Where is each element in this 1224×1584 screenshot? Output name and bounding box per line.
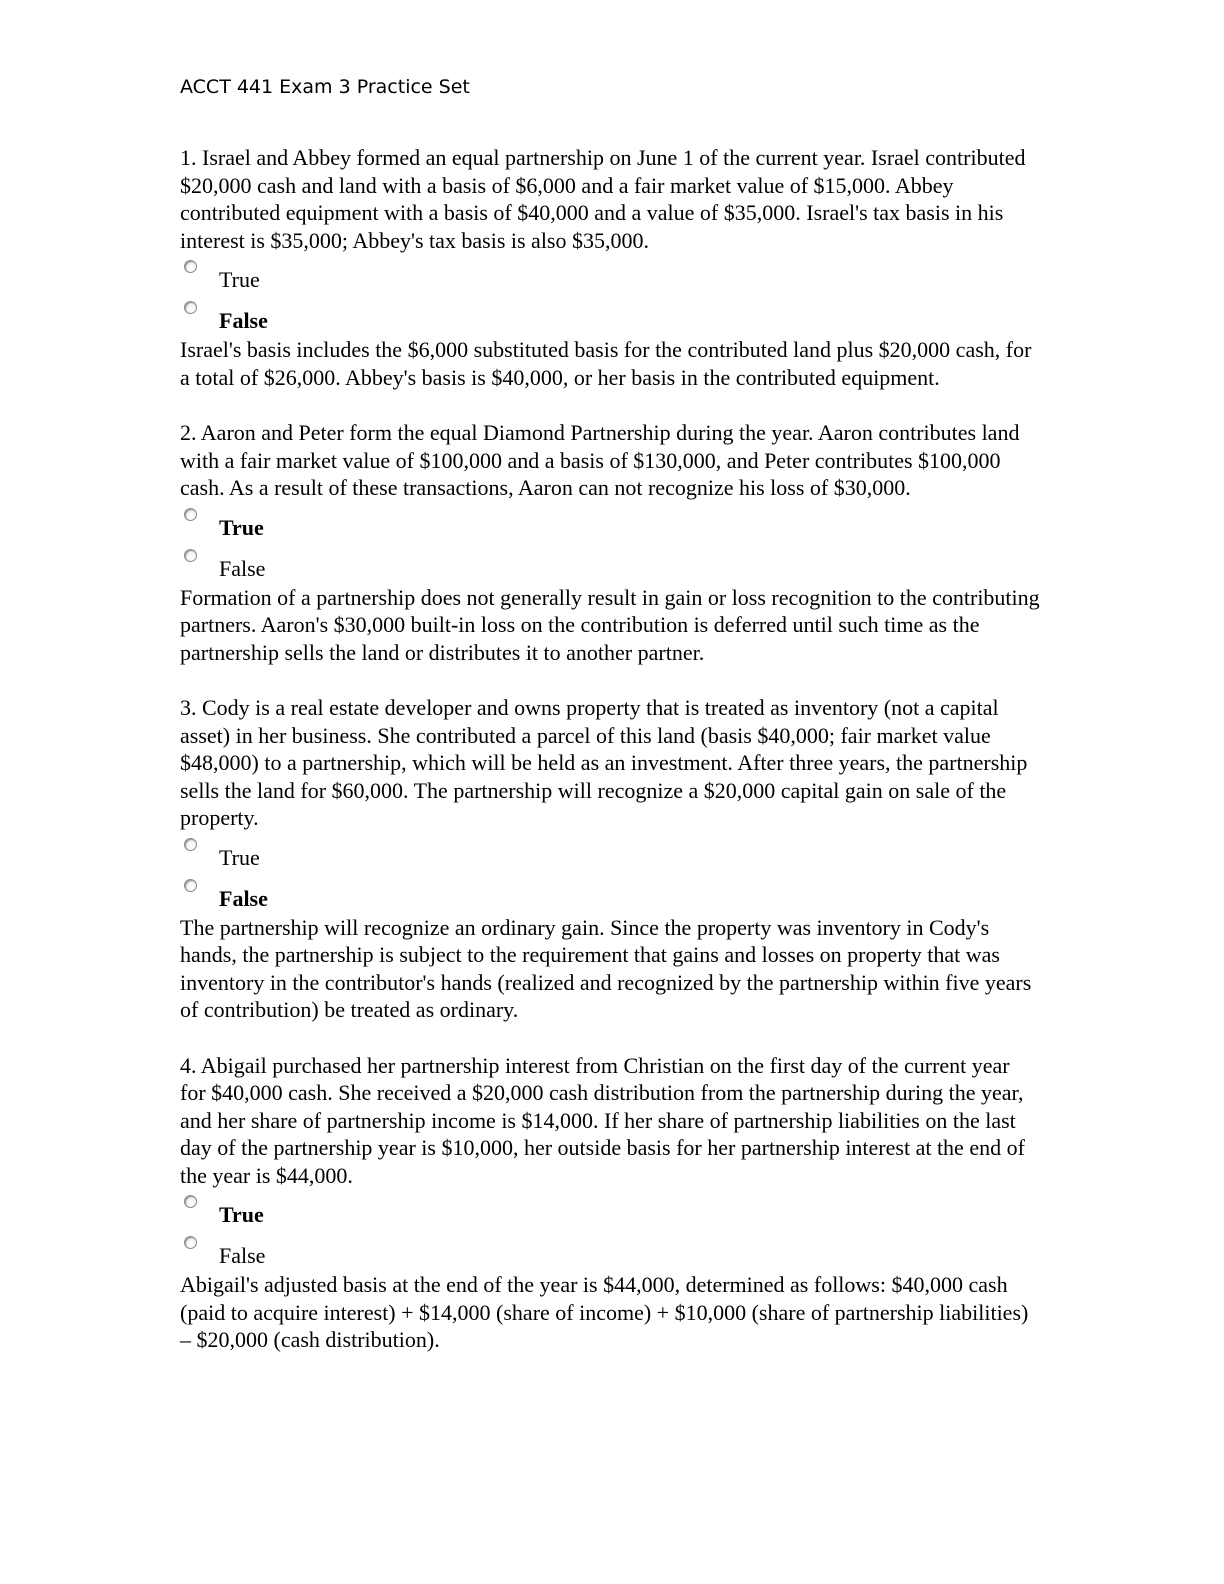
option-true[interactable] <box>180 1195 1040 1236</box>
answer-explanation: The partnership will recognize an ordinary gain. Since the property was inventory in Cody's hands, the partnership is subject to the requirement that gains and losses on property that was inventory in the contributor's hands (realized and recognized by the partnership within five years of contribution) be treated as ordinary. <box>180 914 1032 1022</box>
question-4 <box>180 1052 1040 1354</box>
answer-explanation: Abigail's adjusted basis at the end of the year is $44,000, determined as follows: $40,000 cash (paid to acquire interest) + $14,000 (share of income) + $10,000 (share of partnership liabilities) – $20,000 (cash distribution). <box>180 1272 1029 1352</box>
option-true[interactable] <box>180 838 1040 879</box>
question-text: 2. Aaron and Peter form the equal Diamond Partnership during the year. Aaron contributes land with a fair market value of $100,000 and a basis of $130,000, and Peter contributes $100,000 cash. As a result of these transactions, Aaron can not recognize his loss of $30,000. <box>180 420 1020 500</box>
answer-options <box>180 260 1040 342</box>
radio-button-icon[interactable] <box>184 1195 197 1208</box>
question-2 <box>180 419 1040 666</box>
answer-explanation: Israel's basis includes the $6,000 substituted basis for the contributed land plus $20,000 cash, for a total of $26,000. Abbey's basis is $40,000, or her basis in the contributed equipment. <box>180 337 1032 390</box>
question-text: 1. Israel and Abbey formed an equal partnership on June 1 of the current year. Israel contributed $20,000 cash and land with a basis of $6,000 and a fair market value of $15,000. Abbey contributed equipment with a basis of $40,000 and a value of $35,000. Israel's tax basis in his interest is $35,000; Abbey's tax basis is also $35,000. <box>180 145 1026 253</box>
question-text: 3. Cody is a real estate developer and owns property that is treated as inventory (not a capital asset) in her business. She contributed a parcel of this land (basis $40,000; fair market value $48,000) to a partnership, which will be held as an investment. After three years, the partnership sells the land for $60,000. The partnership will recognize a $20,000 capital gain on sale of the property. <box>180 695 1028 830</box>
answer-explanation: Formation of a partnership does not generally result in gain or loss recognition to the contributing partners. Aaron's $30,000 built-in loss on the contribution is deferred until such time as the partnership sells the land or distributes it to another partner. <box>180 584 1040 665</box>
option-label: False <box>219 1243 266 1268</box>
document-page <box>180 72 1040 1382</box>
radio-button-icon[interactable] <box>184 879 197 892</box>
option-label: False <box>219 555 266 581</box>
answer-options <box>180 1195 1040 1277</box>
option-true[interactable] <box>180 508 1040 549</box>
option-label: True <box>219 267 260 292</box>
document-title: ACCT 441 Exam 3 Practice Set <box>180 76 470 98</box>
question-3 <box>180 694 1040 1024</box>
question-text: 4. Abigail purchased her partnership interest from Christian on the first day of the current year for $40,000 cash. She received a $20,000 cash distribution from the partnership during the year, and her share of partnership income is $14,000. If her share of partnership liabilities on the last day of the partnership year is $10,000, her outside basis for her partnership interest at the end of the year is $44,000. <box>180 1052 1025 1188</box>
radio-button-icon[interactable] <box>184 508 197 521</box>
option-label: True <box>219 1202 264 1227</box>
option-label: False <box>219 308 268 333</box>
option-label: True <box>219 514 264 540</box>
radio-button-icon[interactable] <box>184 260 197 273</box>
radio-button-icon[interactable] <box>184 301 197 314</box>
option-true[interactable] <box>180 260 1040 301</box>
option-label: False <box>219 885 268 911</box>
question-1 <box>180 144 1040 391</box>
answer-options <box>180 508 1040 590</box>
radio-button-icon[interactable] <box>184 838 197 851</box>
radio-button-icon[interactable] <box>184 1236 197 1249</box>
option-label: True <box>219 844 260 870</box>
answer-options <box>180 838 1040 920</box>
radio-button-icon[interactable] <box>184 549 197 562</box>
